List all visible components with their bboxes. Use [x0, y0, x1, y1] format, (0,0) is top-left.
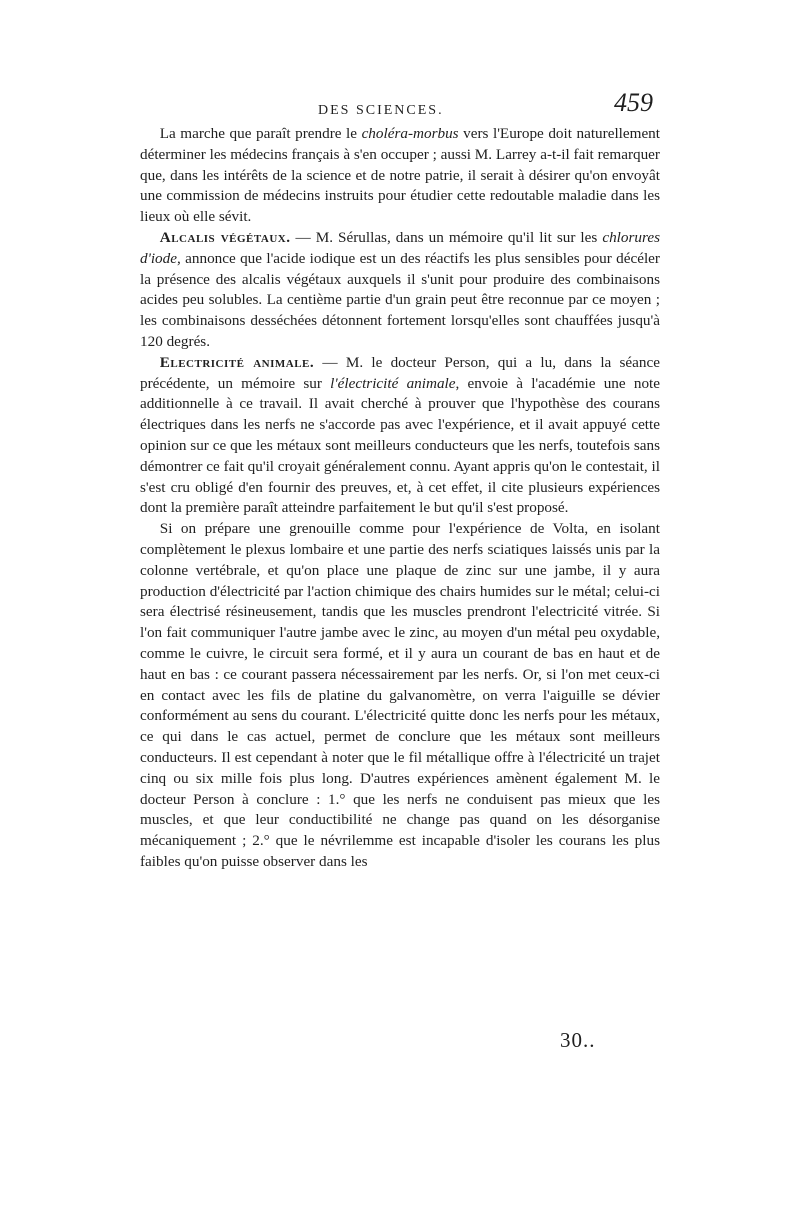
section-head-electricite: Electricité animale. [159, 353, 315, 371]
section-head-alcalis: Alcalis végétaux. [159, 228, 291, 246]
page-number: 459 [614, 88, 653, 117]
paragraph-volta: Si on prépare une grenouille comme pour l'expérience de Volta, en isolant complètement le plexus lombaire et une partie des nerfs sciatiques laissés unis par la colonne vertébrale, et qu'on place une plaque de zinc sur une jambe, il y aura production d'électricité par l'action chimique des chairs humides sur le métal; celui-ci sera électrisé résineusement, tandis que les muscles prendront l'electricité vitrée. Si l'on fait communiquer l'autre jambe avec le zinc, au moyen d'un métal peu oxydable, comme le cuivre, le circuit sera formé, et il y aura un courant de bas en haut et de haut en bas : ce courant passera nécessairement par les nerfs. Or, si l'on met ceux-ci en contact avec les fils de platine du galvanomètre, on verra l'aiguille se dévier conformément au sens du courant. L'électricité quitte donc les nerfs pour les métaux, ce qui dans le cas actuel, permet de conclure que les métaux sont meilleurs conducteurs. Il est cependant à noter que le fil métallique offre à l'électricité un trajet cinq ou six mille fois plus long. D'autres expériences amènent également M. le docteur Person à conclure : 1.° que les nerfs ne conduisent pas mieux que les muscles, et que leur conductibilité ne change pas quand on les désorganise mécaniquement ; 2.° que le névrilemme est incapable d'isoler les courans les plus faibles qu'on puisse observer dans les [140, 520, 660, 870]
paragraph-cholera: La marche que paraît prendre le choléra-morbus vers l'Europe doit naturellement déterminer les médecins français à s'en occuper ; aussi M. Larrey a-t-il fait remarquer que, dans les intérêts de la science et de notre patrie, il serait à désirer qu'on envoyât une commission de médecins instruits pour étudier cette redoutable maladie dans les lieux où elle sévit. [140, 125, 660, 226]
paragraph-alcalis: Alcalis végétaux. — M. Sérullas, dans un mémoire qu'il lit sur les chlorures d'iode, annonce que l'acide iodique est un des réactifs les plus sensibles pour décéler la présence des alcalis végétaux auxquels il s'unit pour produire des combinaisons acides peu solubles. La centième partie d'un grain peut être reconnue par ce moyen ; les combinaisons desséchées détonnent fortement lorsqu'elles sont chauffées jusqu'à 120 degrés. [140, 228, 660, 350]
body-text [140, 124, 660, 873]
running-head: DES SCIENCES. [318, 103, 444, 118]
emphasis-electricite-animale: l'électricité animale [330, 374, 456, 392]
emphasis-cholera-morbus: choléra-morbus [361, 125, 459, 142]
paragraph-electricite: Electricité animale. — M. le docteur Person, qui a lu, dans la séance précédente, un mémoire sur l'électricité animale, envoie à l'académie une note additionnelle à ce travail. Il avait cherché à prouver que l'hypothèse des courans électriques dans les nerfs ne s'accorde pas avec l'expérience, et il avait appuyé cette opinion sur ce que les métaux sont meilleurs conducteurs que les nerfs, toutefois sans démontrer ce fait qu'il croyait généralement connu. Ayant appris qu'on le contestait, il s'est cru obligé d'en fournir des preuves, et, à cet effet, il cite plusieurs expériences dont la première paraît atteindre parfaitement le but qu'il s'est proposé. [140, 353, 660, 517]
signature-mark: 30.. [560, 1028, 596, 1052]
emphasis-chlorures: chlorures d'iode [140, 228, 660, 267]
